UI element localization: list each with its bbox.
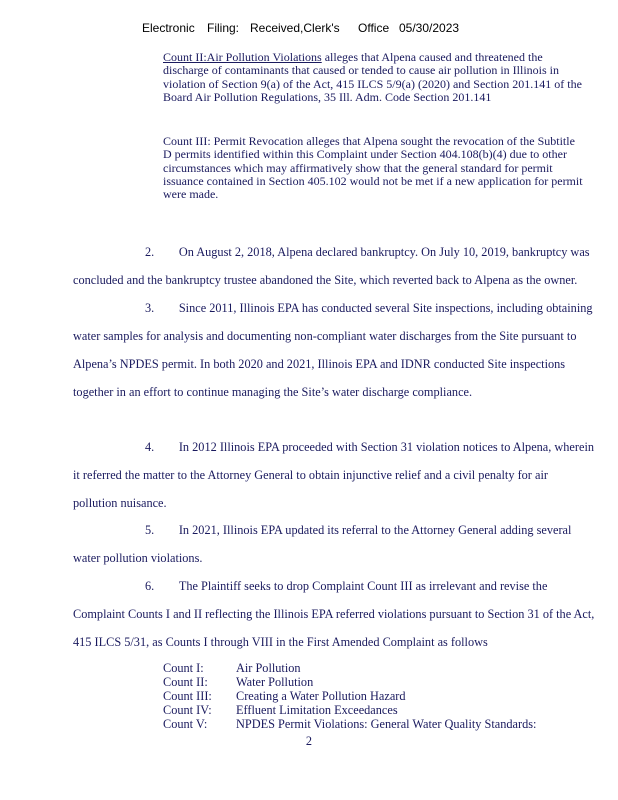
- count-label: Count IV:: [163, 703, 212, 717]
- paragraph-number: 6.: [145, 579, 155, 593]
- count-iii-text: alleges that Alpena sought the revocation of the Subtitle D permits identified within this Complaint under Section 404.108(b)(4) due to other circumstances which may affirmatively show that the general standard for permit issuance contained in Section 405.102 would not be met if a new application for permit were made.: [163, 134, 583, 202]
- count-row-1: [163, 661, 536, 675]
- header-office: Office: [358, 21, 390, 35]
- count-desc: Creating a Water Pollution Hazard: [236, 689, 406, 703]
- header-filing: Filing:: [207, 21, 240, 35]
- paragraph-3: [73, 294, 595, 406]
- header-date: 05/30/2023: [399, 21, 460, 35]
- count-label: Count V:: [163, 717, 208, 731]
- count-row-5: [163, 717, 536, 731]
- paragraph-number: 2.: [145, 245, 155, 259]
- paragraph-2: [73, 238, 595, 294]
- count-label: Count III:: [163, 689, 212, 703]
- count-desc: Air Pollution: [236, 661, 301, 675]
- paragraph-text: On August 2, 2018, Alpena declared bankruptcy. On July 10, 2019, bankruptcy was concluded and the bankruptcy trustee abandoned the Site, which reverted back to Alpena as the owner.: [73, 245, 590, 287]
- count-row-2: [163, 675, 536, 689]
- count-ii-text: alleges that Alpena caused and threatened the discharge of contaminants that caused or tended to cause air pollution in Illinois in violation of Section 9(a) of the Act, 415 ILCS 5/9(a) (2020) and Section 201.141 of the Board Air Pollution Regulations, 35 Ill. Adm. Code Section 201.141: [163, 50, 582, 104]
- paragraph-4: [73, 433, 595, 517]
- count-ii-summary: [163, 51, 583, 104]
- count-row-3: [163, 689, 536, 703]
- count-row-4: [163, 703, 536, 717]
- count-iii-title: Count III: Permit Revocation: [163, 134, 304, 148]
- header-electronic: Electronic: [142, 21, 195, 35]
- paragraph-number: 4.: [145, 440, 155, 454]
- paragraph-5: [73, 516, 595, 572]
- paragraph-6: [73, 572, 595, 656]
- count-ii-title: Count II:Air Pollution Violations: [163, 50, 322, 64]
- count-desc: NPDES Permit Violations: General Water Quality Standards:: [236, 717, 537, 731]
- paragraph-text: The Plaintiff seeks to drop Complaint Count III as irrelevant and revise the Complaint Counts I and II reflecting the Illinois EPA referred violations pursuant to Section 31 of the Act, 415 ILCS 5/31, as Counts I through VIII in the First Amended Complaint as follows: [73, 579, 595, 649]
- count-desc: Effluent Limitation Exceedances: [236, 703, 398, 717]
- count-label: Count II:: [163, 675, 208, 689]
- page-number: 2: [305, 734, 313, 748]
- counts-list: [163, 661, 536, 731]
- paragraph-text: In 2021, Illinois EPA updated its referral to the Attorney General adding several water pollution violations.: [73, 523, 572, 565]
- count-iii-summary: [163, 135, 583, 201]
- paragraph-text: Since 2011, Illinois EPA has conducted several Site inspections, including obtaining water samples for analysis and documenting non-compliant water discharges from the Site pursuant to Alpena’s NPDES permit. In both 2020 and 2021, Illinois EPA and IDNR conducted Site inspections together in an effort to continue managing the Site’s water discharge compliance.: [73, 301, 593, 399]
- count-desc: Water Pollution: [236, 675, 314, 689]
- count-label: Count I:: [163, 661, 204, 675]
- paragraph-text: In 2012 Illinois EPA proceeded with Section 31 violation notices to Alpena, wherein it referred the matter to the Attorney General to obtain injunctive relief and a civil penalty for air pollution nuisance.: [73, 440, 595, 510]
- paragraph-number: 5.: [145, 523, 155, 537]
- header-received: Received,Clerk's: [250, 21, 340, 35]
- paragraph-number: 3.: [145, 301, 155, 315]
